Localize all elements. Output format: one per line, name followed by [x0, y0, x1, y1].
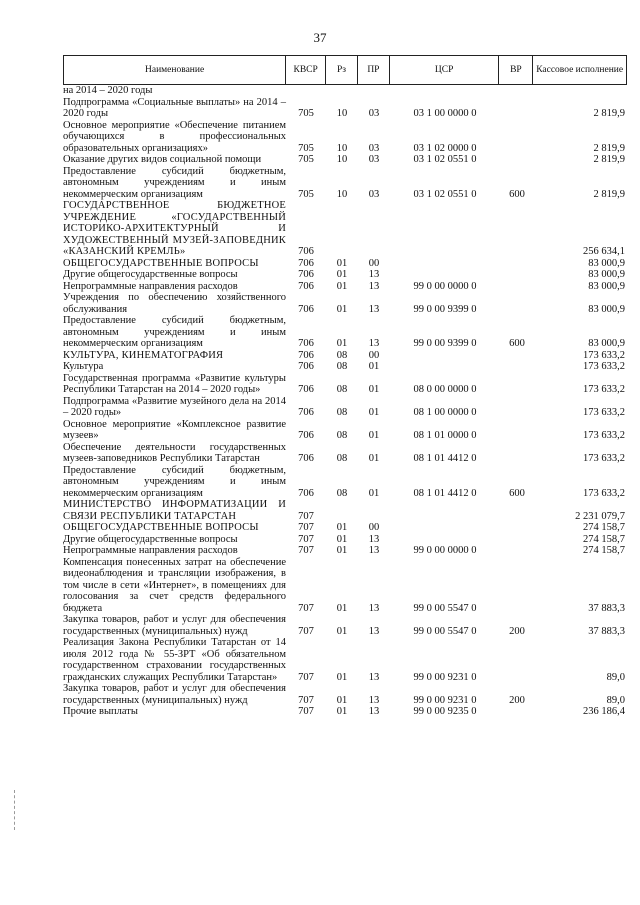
- cell-sum: 173 633,2: [583, 361, 625, 372]
- table-row: [63, 154, 627, 166]
- table-row: [63, 315, 627, 350]
- table-row: [63, 258, 627, 270]
- cell-pr: 01: [368, 487, 380, 499]
- cell-kvsr: 706: [298, 338, 314, 349]
- header-pr: ПР: [358, 56, 390, 84]
- cell-name: ГОСУДАРСТВЕННОЕ БЮДЖЕТНОЕ УЧРЕЖДЕНИЕ «ГОСУДАРСТВЕННЫЙ ИСТОРИКО-АРХИТЕКТУРНЫЙ И ХУДОЖЕСТВЕННЫЙ МУЗЕЙ-ЗАПОВЕДНИК «КАЗАНСКИЙ КРЕМЛЬ»: [63, 200, 286, 257]
- cell-pr: 13: [368, 280, 380, 292]
- cell-csr: 99 0 00 9231 0: [413, 671, 477, 683]
- cell-rz: 01: [336, 545, 348, 556]
- cell-sum: 89,0: [606, 694, 625, 706]
- cell-kvsr: 706: [298, 246, 314, 257]
- cell-name: Основное мероприятие «Обеспечение питанием обучающихся в профессиональных образовательных организациях»: [63, 119, 286, 154]
- table-row: [63, 269, 627, 281]
- cell-name: Непрограммные направления расходов: [63, 280, 238, 292]
- cell-name: Закупка товаров, работ и услуг для обеспечения государственных (муниципальных) нужд: [63, 683, 286, 706]
- cell-kvsr: 706: [298, 487, 314, 499]
- cell-csr: 08 1 01 4412 0: [413, 453, 477, 464]
- table-row: [63, 373, 627, 396]
- cell-kvsr: 705: [298, 108, 314, 119]
- table-row: [63, 120, 627, 155]
- table-row: [63, 522, 627, 534]
- cell-csr: 03 1 00 0000 0: [413, 108, 477, 119]
- cell-pr: 13: [368, 338, 380, 349]
- cell-pr: 01: [368, 453, 380, 464]
- table-row: [63, 419, 627, 442]
- cell-pr: 13: [368, 269, 380, 280]
- cell-rz: 01: [336, 671, 348, 683]
- cell-rz: 01: [336, 625, 348, 637]
- table-row: [63, 637, 627, 683]
- cell-rz: 01: [336, 338, 348, 349]
- cell-name: Закупка товаров, работ и услуг для обеспечения государственных (муниципальных) нужд: [63, 614, 286, 637]
- cell-pr: 13: [368, 303, 380, 315]
- cell-pr: 03: [368, 154, 380, 165]
- cell-name: Оказание других видов социальной помощи: [63, 154, 262, 165]
- cell-sum: 274 158,7: [583, 533, 625, 545]
- cell-name: Основное мероприятие «Комплексное развитие музеев»: [63, 418, 286, 441]
- cell-kvsr: 706: [298, 349, 314, 361]
- cell-name: МИНИСТЕРСТВО ИНФОРМАТИЗАЦИИ И СВЯЗИ РЕСПУБЛИКИ ТАТАРСТАН: [63, 499, 286, 522]
- cell-name: Предоставление субсидий бюджетным, автономным учреждениям и иным некоммерческим организациям: [63, 464, 286, 499]
- cell-sum: 2 819,9: [593, 142, 625, 154]
- cell-pr: 13: [368, 545, 380, 556]
- table-header: [63, 55, 627, 85]
- cell-sum: 2 231 079,7: [575, 510, 625, 522]
- cell-sum: 173 633,2: [583, 384, 625, 395]
- cell-kvsr: 705: [298, 154, 314, 165]
- cell-vr: 600: [509, 487, 525, 499]
- cell-kvsr: 706: [298, 407, 314, 418]
- cell-sum: 274 158,7: [583, 545, 625, 556]
- cell-pr: 00: [368, 522, 380, 533]
- cell-vr: 600: [509, 188, 525, 200]
- cell-csr: 03 1 02 0000 0: [413, 142, 477, 154]
- cell-rz: 10: [336, 108, 348, 119]
- cell-kvsr: 706: [298, 257, 314, 269]
- page-number: 37: [313, 30, 327, 45]
- cell-csr: 99 0 00 5547 0: [413, 602, 477, 614]
- cell-kvsr: 707: [298, 545, 314, 556]
- cell-pr: 13: [368, 602, 380, 614]
- table-row: [63, 534, 627, 546]
- cell-rz: 01: [336, 694, 348, 706]
- table-row: [63, 281, 627, 293]
- cell-sum: 83 000,9: [588, 303, 625, 315]
- table-row: [63, 350, 627, 362]
- cell-rz: 01: [336, 533, 348, 545]
- cell-vr: 200: [509, 625, 525, 637]
- cell-csr: 99 0 00 5547 0: [413, 625, 477, 637]
- header-vr: ВР: [499, 56, 533, 84]
- cell-pr: 01: [368, 361, 380, 372]
- cell-kvsr: 707: [298, 625, 314, 637]
- cell-kvsr: 706: [298, 430, 314, 441]
- cell-rz: 08: [336, 453, 348, 464]
- cell-name: Подпрограмма «Развитие музейного дела на 2014 – 2020 годы»: [63, 395, 286, 418]
- cell-sum: 173 633,2: [583, 487, 625, 499]
- cell-sum: 236 186,4: [583, 706, 625, 717]
- table-row: [63, 614, 627, 637]
- cell-sum: 173 633,2: [583, 407, 625, 418]
- cell-name: Культура: [63, 361, 104, 372]
- cell-name: КУЛЬТУРА, КИНЕМАТОГРАФИЯ: [63, 349, 224, 361]
- header-kvsr: КВСР: [286, 56, 326, 84]
- cell-csr: 03 1 02 0551 0: [413, 154, 477, 165]
- table-row: [63, 85, 627, 97]
- table-row: [63, 200, 627, 258]
- cell-pr: 13: [368, 706, 380, 717]
- cell-pr: 01: [368, 430, 380, 441]
- cell-pr: 00: [368, 257, 380, 269]
- cell-csr: 08 0 00 0000 0: [413, 384, 477, 395]
- cell-name: Другие общегосударственные вопросы: [63, 269, 238, 280]
- table-body: [63, 85, 627, 718]
- cell-rz: 01: [336, 280, 348, 292]
- cell-rz: 01: [336, 257, 348, 269]
- table-row: [63, 545, 627, 557]
- cell-rz: 08: [336, 487, 348, 499]
- cell-kvsr: 706: [298, 361, 314, 372]
- cell-csr: 99 0 00 0000 0: [413, 280, 477, 292]
- cell-sum: 274 158,7: [583, 522, 625, 533]
- cell-sum: 173 633,2: [583, 430, 625, 441]
- cell-pr: 03: [368, 142, 380, 154]
- cell-sum: 83 000,9: [588, 338, 625, 349]
- table-row: [63, 683, 627, 706]
- cell-rz: 10: [336, 154, 348, 165]
- cell-rz: 08: [336, 384, 348, 395]
- cell-kvsr: 707: [298, 706, 314, 717]
- cell-rz: 01: [336, 522, 348, 533]
- cell-sum: 83 000,9: [588, 269, 625, 280]
- header-name: Наименование: [64, 56, 286, 84]
- cell-name: Предоставление субсидий бюджетным, автономным учреждениям и иным некоммерческим организациям: [63, 165, 286, 200]
- cell-name: Компенсация понесенных затрат на обеспечение видеонаблюдения и трансляции изображения, в том числе в сети «Интернет», в помещениях для голосования за счет средств федерального бюджета: [63, 556, 286, 614]
- table-row: [63, 166, 627, 201]
- margin-mark: [14, 790, 17, 830]
- cell-sum: 37 883,3: [588, 625, 625, 637]
- cell-rz: 01: [336, 303, 348, 315]
- cell-name: Прочие выплаты: [63, 706, 138, 717]
- cell-rz: 08: [336, 361, 348, 372]
- table-row: [63, 442, 627, 465]
- cell-pr: 13: [368, 671, 380, 683]
- cell-name: Обеспечение деятельности государственных музеев-заповедников Республики Татарстан: [63, 441, 286, 464]
- cell-kvsr: 706: [298, 303, 314, 315]
- table-row: [63, 97, 627, 120]
- table-row: [63, 706, 627, 718]
- cell-sum: 83 000,9: [588, 280, 625, 292]
- cell-sum: 83 000,9: [588, 257, 625, 269]
- cell-rz: 01: [336, 706, 348, 717]
- cell-rz: 01: [336, 269, 348, 280]
- header-rz: Рз: [326, 56, 358, 84]
- cell-rz: 08: [336, 430, 348, 441]
- cell-vr: 200: [509, 694, 525, 706]
- cell-csr: 03 1 02 0551 0: [413, 188, 477, 200]
- cell-kvsr: 707: [298, 533, 314, 545]
- header-csr: ЦСР: [390, 56, 500, 84]
- cell-kvsr: 706: [298, 384, 314, 395]
- cell-kvsr: 705: [298, 142, 314, 154]
- cell-name: на 2014 – 2020 годы: [63, 85, 153, 96]
- cell-csr: 99 0 00 9231 0: [413, 694, 477, 706]
- cell-csr: 99 0 00 9235 0: [413, 706, 477, 717]
- cell-rz: 10: [336, 142, 348, 154]
- cell-kvsr: 706: [298, 453, 314, 464]
- cell-vr: 600: [509, 338, 525, 349]
- cell-name: Учреждения по обеспечению хозяйственного обслуживания: [63, 292, 286, 315]
- cell-csr: 08 1 00 0000 0: [413, 407, 477, 418]
- cell-sum: 2 819,9: [593, 188, 625, 200]
- cell-kvsr: 705: [298, 188, 314, 200]
- cell-sum: 173 633,2: [583, 349, 625, 361]
- cell-csr: 08 1 01 4412 0: [413, 487, 477, 499]
- table-row: [63, 396, 627, 419]
- cell-kvsr: 707: [298, 510, 314, 522]
- cell-name: Подпрограмма «Социальные выплаты» на 2014 – 2020 годы: [63, 96, 286, 119]
- cell-csr: 99 0 00 9399 0: [413, 338, 477, 349]
- cell-kvsr: 707: [298, 671, 314, 683]
- cell-rz: 08: [336, 349, 348, 361]
- table-row: [63, 499, 627, 522]
- cell-pr: 01: [368, 407, 380, 418]
- cell-rz: 01: [336, 602, 348, 614]
- cell-sum: 2 819,9: [593, 154, 625, 165]
- cell-name: Другие общегосударственные вопросы: [63, 533, 238, 545]
- cell-sum: 256 634,1: [583, 246, 625, 257]
- table-row: [63, 465, 627, 500]
- cell-kvsr: 707: [298, 694, 314, 706]
- cell-pr: 13: [368, 625, 380, 637]
- cell-sum: 89,0: [606, 671, 625, 683]
- table-row: [63, 292, 627, 315]
- cell-csr: 08 1 01 0000 0: [413, 430, 477, 441]
- cell-pr: 13: [368, 533, 380, 545]
- cell-name: Предоставление субсидий бюджетным, автономным учреждениям и иным некоммерческим организациям: [63, 315, 286, 349]
- cell-name: ОБЩЕГОСУДАРСТВЕННЫЕ ВОПРОСЫ: [63, 257, 259, 269]
- cell-pr: 03: [368, 108, 380, 119]
- cell-name: Реализация Закона Республики Татарстан от 14 июля 2012 года № 55-ЗРТ «Об обязательном государственном страховании государственных гражданских служащих Республики Татарстан»: [63, 637, 286, 683]
- cell-kvsr: 707: [298, 522, 314, 533]
- cell-sum: 173 633,2: [583, 453, 625, 464]
- cell-kvsr: 706: [298, 269, 314, 280]
- cell-rz: 10: [336, 188, 348, 200]
- table-row: [63, 361, 627, 373]
- cell-kvsr: 707: [298, 602, 314, 614]
- cell-pr: 00: [368, 349, 380, 361]
- cell-csr: 99 0 00 0000 0: [413, 545, 477, 556]
- table-row: [63, 557, 627, 615]
- header-sum: Кассовое исполнение: [536, 65, 624, 75]
- cell-sum: 2 819,9: [593, 108, 625, 119]
- cell-name: Непрограммные направления расходов: [63, 545, 238, 556]
- cell-name: Государственная программа «Развитие культуры Республики Татарстан на 2014 – 2020 годы»: [63, 372, 286, 395]
- cell-pr: 03: [368, 188, 380, 200]
- cell-pr: 13: [368, 694, 380, 706]
- cell-csr: 99 0 00 9399 0: [413, 303, 477, 315]
- cell-sum: 37 883,3: [588, 602, 625, 614]
- cell-rz: 08: [336, 407, 348, 418]
- cell-name: ОБЩЕГОСУДАРСТВЕННЫЕ ВОПРОСЫ: [63, 522, 259, 533]
- cell-kvsr: 706: [298, 280, 314, 292]
- cell-pr: 01: [368, 384, 380, 395]
